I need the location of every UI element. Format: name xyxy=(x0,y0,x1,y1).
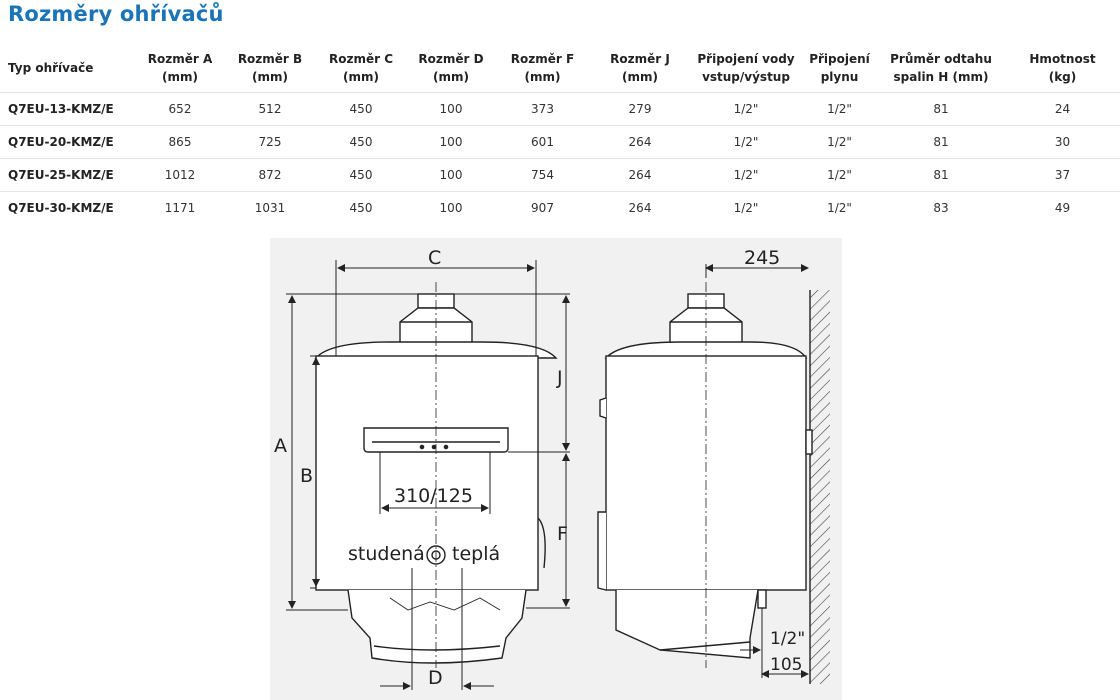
header-line-2: (mm) xyxy=(162,70,198,84)
table-cell: 100 xyxy=(407,192,495,225)
table-cell: 100 xyxy=(407,159,495,192)
dimensions-table xyxy=(0,44,1120,224)
table-cell: 1/2" xyxy=(690,93,802,126)
table-header-row xyxy=(0,44,1120,93)
table-cell: 601 xyxy=(495,126,590,159)
header-line-1: Připojení vody xyxy=(697,52,795,66)
header-line-2: (mm) xyxy=(343,70,379,84)
table-header-cell xyxy=(495,44,590,93)
header-line-1: Průměr odtahu xyxy=(890,52,992,66)
table-cell: 865 xyxy=(135,126,225,159)
table-cell: 49 xyxy=(1005,192,1120,225)
header-line-1: Rozměr D xyxy=(418,52,484,66)
header-line-2: plynu xyxy=(820,70,859,84)
header-line-1: Rozměr B xyxy=(237,52,303,66)
table-cell: 1/2" xyxy=(690,126,802,159)
table-cell: 754 xyxy=(495,159,590,192)
label-b: B xyxy=(300,465,314,487)
header-line-2: (mm) xyxy=(433,70,469,84)
table-row xyxy=(0,126,1120,159)
table-header-cell xyxy=(0,44,135,93)
table-cell: 279 xyxy=(590,93,690,126)
dimension-drawing xyxy=(270,238,842,700)
header-line-1: Rozměr C xyxy=(328,52,393,66)
table-cell: 373 xyxy=(495,93,590,126)
front-view xyxy=(316,282,556,668)
header-line-2: (kg) xyxy=(1048,70,1077,84)
table-row xyxy=(0,192,1120,225)
table-body xyxy=(0,93,1120,225)
table-header-cell xyxy=(315,44,407,93)
table-cell: 81 xyxy=(877,93,1005,126)
side-view xyxy=(598,282,830,684)
table-header-cell xyxy=(1005,44,1120,93)
table-cell: 264 xyxy=(590,192,690,225)
label-d: D xyxy=(428,667,443,689)
label-a: A xyxy=(274,435,287,457)
table-header-cell xyxy=(407,44,495,93)
header-line-1: Typ ohřívače xyxy=(8,61,94,75)
table-cell: 450 xyxy=(315,192,407,225)
table-cell: 100 xyxy=(407,126,495,159)
model-name-cell: Q7EU-25-KMZ/E xyxy=(0,159,135,192)
table-cell: 1/2" xyxy=(690,159,802,192)
header-line-2: spalin H (mm) xyxy=(893,70,989,84)
table-header-cell xyxy=(590,44,690,93)
header-line-1: Rozměr F xyxy=(510,52,575,66)
header-line-1: Rozměr A xyxy=(147,52,213,66)
table-cell: 30 xyxy=(1005,126,1120,159)
table-cell: 725 xyxy=(225,126,315,159)
header-line-1: Připojení xyxy=(809,52,870,66)
table-cell: 1/2" xyxy=(802,93,877,126)
model-name-cell: Q7EU-13-KMZ/E xyxy=(0,93,135,126)
table-cell: 81 xyxy=(877,126,1005,159)
table-header-cell xyxy=(877,44,1005,93)
table-cell: 907 xyxy=(495,192,590,225)
table-cell: 1/2" xyxy=(802,159,877,192)
table-cell: 1171 xyxy=(135,192,225,225)
label-panel-size: 310/125 xyxy=(394,485,473,507)
table-cell: 264 xyxy=(590,126,690,159)
header-line-2: (mm) xyxy=(524,70,561,84)
label-f: F xyxy=(557,523,568,545)
header-line-2: (mm) xyxy=(622,70,658,84)
label-gas-connection: 1/2" xyxy=(770,629,806,649)
header-line-1: Rozměr J xyxy=(610,52,670,66)
table-cell: 1031 xyxy=(225,192,315,225)
table-cell: 1/2" xyxy=(802,192,877,225)
table-cell: 872 xyxy=(225,159,315,192)
table-cell: 450 xyxy=(315,93,407,126)
model-name-cell: Q7EU-20-KMZ/E xyxy=(0,126,135,159)
label-c: C xyxy=(428,247,442,269)
table-cell: 1/2" xyxy=(802,126,877,159)
table-header-cell xyxy=(802,44,877,93)
table-cell: 652 xyxy=(135,93,225,126)
table-cell: 450 xyxy=(315,126,407,159)
table-header-cell xyxy=(135,44,225,93)
table-cell: 1/2" xyxy=(690,192,802,225)
page-title: Rozměry ohřívačů xyxy=(8,2,224,26)
label-wall-offset: 105 xyxy=(770,655,803,675)
table-cell: 81 xyxy=(877,159,1005,192)
model-name-cell: Q7EU-30-KMZ/E xyxy=(0,192,135,225)
table-cell: 37 xyxy=(1005,159,1120,192)
label-j: J xyxy=(557,367,563,389)
table-cell: 1012 xyxy=(135,159,225,192)
table-cell: 512 xyxy=(225,93,315,126)
header-line-1: Hmotnost xyxy=(1029,52,1096,66)
table-header-cell xyxy=(225,44,315,93)
header-line-2: (mm) xyxy=(252,70,288,84)
table-cell: 24 xyxy=(1005,93,1120,126)
heater-diagram-svg xyxy=(270,238,842,700)
label-cold-water: studená xyxy=(348,543,425,565)
label-hot-water: teplá xyxy=(452,543,501,565)
table-cell: 450 xyxy=(315,159,407,192)
table-cell: 264 xyxy=(590,159,690,192)
table-header-cell xyxy=(690,44,802,93)
table-row xyxy=(0,159,1120,192)
header-line-2: vstup/výstup xyxy=(702,70,790,84)
table-row xyxy=(0,93,1120,126)
label-depth: 245 xyxy=(744,247,781,269)
table-cell: 83 xyxy=(877,192,1005,225)
table-cell: 100 xyxy=(407,93,495,126)
